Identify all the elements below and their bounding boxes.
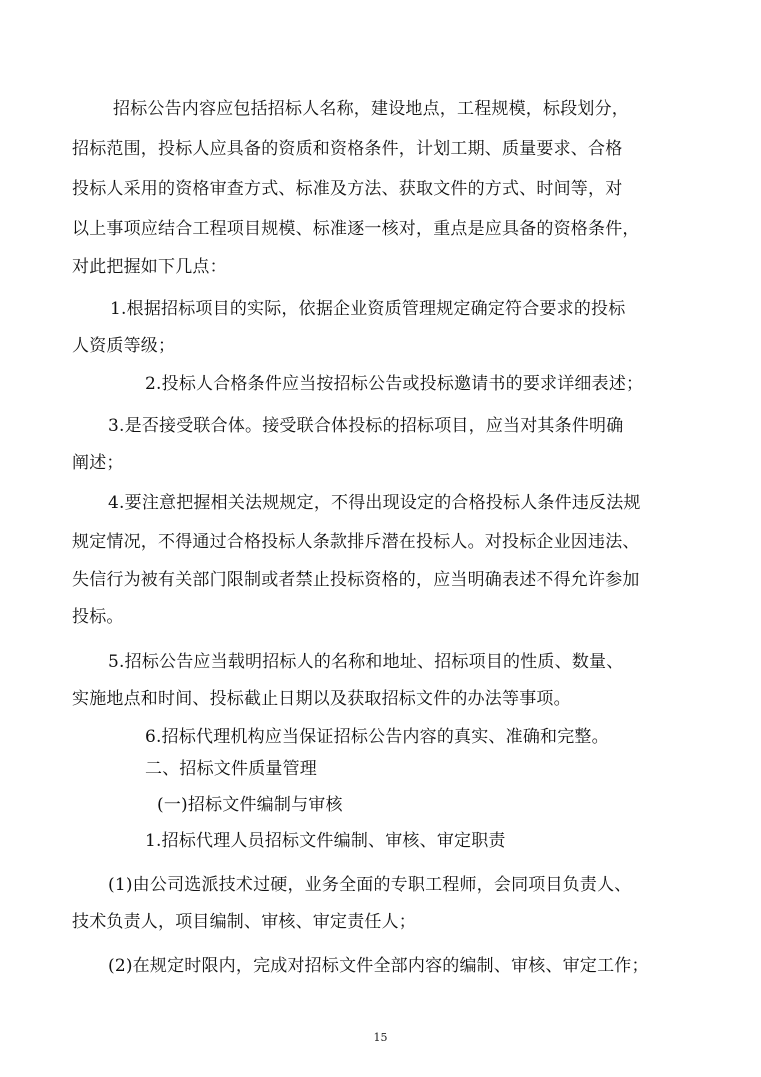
- paragraph-line: 5.招标公告应当载明招标人的名称和地址、招标项目的性质、数量、: [108, 652, 624, 672]
- section-heading: 二、招标文件质量管理: [145, 759, 317, 779]
- paragraph-line: 3.是否接受联合体。接受联合体投标的招标项目，应当对其条件明确: [108, 416, 624, 436]
- paragraph-line: 人资质等级；: [72, 336, 176, 356]
- paragraph-line: 4.要注意把握相关法规规定，不得出现设定的合格投标人条件违反法规: [108, 493, 641, 513]
- paragraph-line: 投标。: [72, 607, 124, 627]
- paragraph-line: 招标公告内容应包括招标人名称，建设地点，工程规模，标段划分，: [113, 99, 629, 119]
- subsection-heading: (一)招标文件编制与审核: [157, 795, 343, 815]
- item-heading: 1.招标代理人员招标文件编制、审核、审定职责: [145, 831, 506, 851]
- page-number: 15: [373, 1031, 388, 1044]
- paragraph-line: (1)由公司选派技术过硬，业务全面的专职工程师，会同项目负责人、: [108, 875, 632, 895]
- paragraph-line: 技术负责人，项目编制、审核、审定责任人；: [72, 912, 416, 932]
- paragraph-line: 2.投标人合格条件应当按招标公告或投标邀请书的要求详细表述；: [145, 374, 644, 394]
- paragraph-line: 以上事项应结合工程项目规模、标准逐一核对，重点是应具备的资格条件，: [72, 219, 640, 239]
- paragraph-line: (2)在规定时限内，完成对招标文件全部内容的编制、审核、审定工作；: [108, 956, 649, 976]
- paragraph-line: 招标范围，投标人应具备的资质和资格条件，计划工期、质量要求、合格: [72, 139, 623, 159]
- paragraph-line: 阐述；: [72, 453, 124, 473]
- paragraph-line: 投标人采用的资格审查方式、标准及方法、获取文件的方式、时间等，对: [72, 179, 623, 199]
- paragraph-line: 失信行为被有关部门限制或者禁止投标资格的，应当明确表述不得允许参加: [72, 570, 640, 590]
- paragraph-line: 对此把握如下几点：: [72, 257, 227, 277]
- paragraph-line: 1.根据招标项目的实际，依据企业资质管理规定确定符合要求的投标: [110, 299, 626, 319]
- paragraph-line: 6.招标代理机构应当保证招标公告内容的真实、准确和完整。: [145, 727, 609, 747]
- paragraph-line: 实施地点和时间、投标截止日期以及获取招标文件的办法等事项。: [72, 689, 571, 709]
- paragraph-line: 规定情况，不得通过合格投标人条款排斥潜在投标人。对投标企业因违法、: [72, 532, 640, 552]
